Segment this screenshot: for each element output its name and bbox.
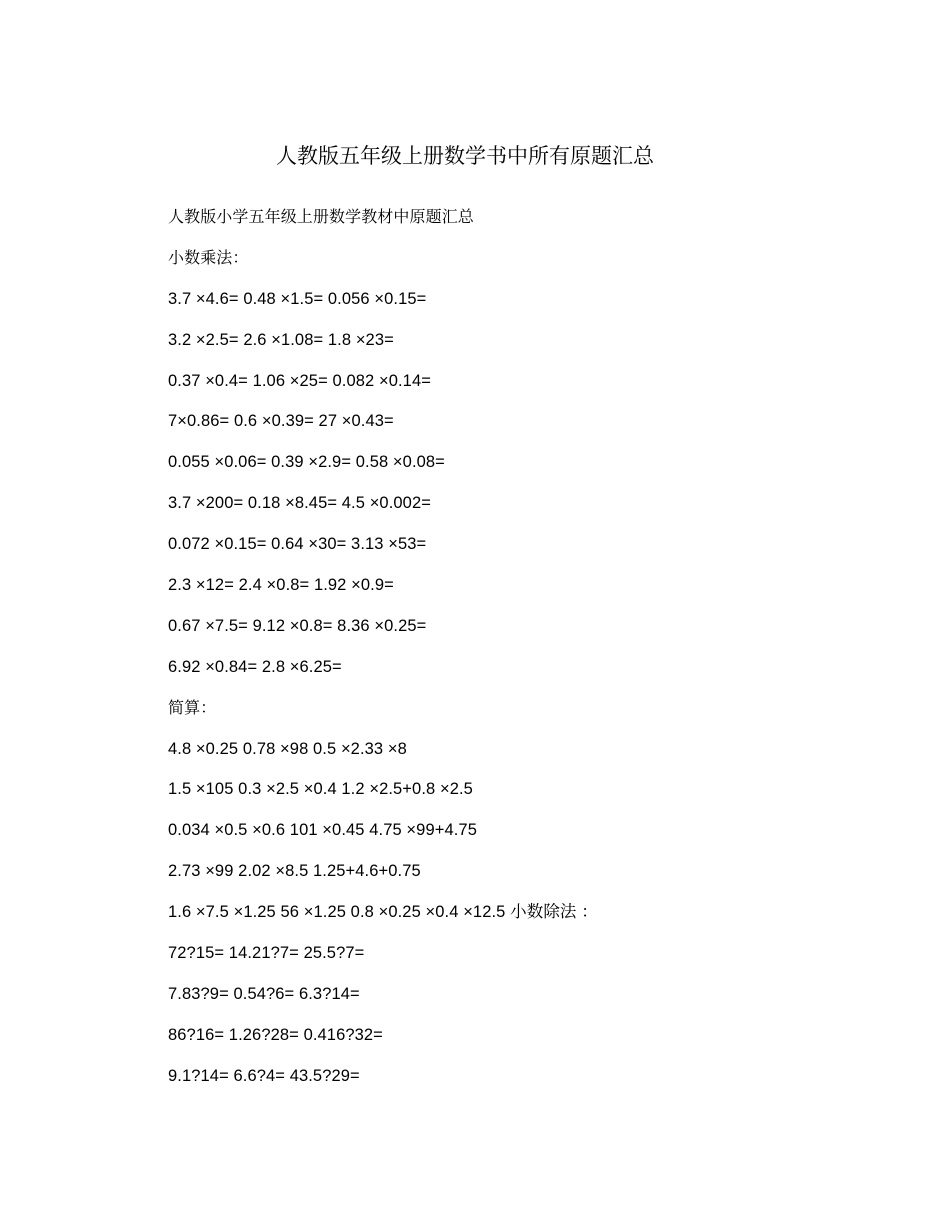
section-heading-decimal-multiplication: 小数乘法： [168,247,249,267]
exercise-line: 7×0.86= 0.6 ×0.39= 27 ×0.43= [168,412,394,431]
exercise-line: 86?16= 1.26?28= 0.416?32= [168,1025,383,1044]
exercise-line: 2.3 ×12= 2.4 ×0.8= 1.92 ×0.9= [168,576,394,595]
exercise-line: 3.2 ×2.5= 2.6 ×1.08= 1.8 ×23= [168,330,394,349]
exercise-line: 0.072 ×0.15= 0.64 ×30= 3.13 ×53= [168,535,427,554]
exercise-line: 2.73 ×99 2.02 ×8.5 1.25+4.6+0.75 [168,862,421,881]
exercise-line: 0.034 ×0.5 ×0.6 101 ×0.45 4.75 ×99+4.75 [168,821,477,840]
exercise-line: 72?15= 14.21?7= 25.5?7= [168,944,365,963]
exercise-line: 1.5 ×105 0.3 ×2.5 ×0.4 1.2 ×2.5+0.8 ×2.5 [168,780,473,799]
page-title: 人教版五年级上册数学书中所有原题汇总 [276,144,654,168]
exercise-line: 9.1?14= 6.6?4= 43.5?29= [168,1066,360,1085]
exercise-line: 4.8 ×0.25 0.78 ×98 0.5 ×2.33 ×8 [168,739,407,758]
content-lines [168,204,888,1104]
section-heading-simplify: 简算： [168,697,217,717]
subtitle-line: 人教版小学五年级上册数学教材中原题汇总 [168,207,474,226]
exercise-line: 0.055 ×0.06= 0.39 ×2.9= 0.58 ×0.08= [168,453,445,472]
exercise-line: 1.6 ×7.5 ×1.25 56 ×1.25 0.8 ×0.25 ×0.4 ×12.5 小数除法 ： [168,903,598,922]
exercise-line: 3.7 ×200= 0.18 ×8.45= 4.5 ×0.002= [168,494,431,513]
exercise-line: 6.92 ×0.84= 2.8 ×6.25= [168,657,342,676]
exercise-line: 7.83?9= 0.54?6= 6.3?14= [168,984,360,1003]
exercise-line: 0.67 ×7.5= 9.12 ×0.8= 8.36 ×0.25= [168,616,427,635]
exercise-line: 0.37 ×0.4= 1.06 ×25= 0.082 ×0.14= [168,371,431,390]
exercise-line: 3.7 ×4.6= 0.48 ×1.5= 0.056 ×0.15= [168,289,427,308]
